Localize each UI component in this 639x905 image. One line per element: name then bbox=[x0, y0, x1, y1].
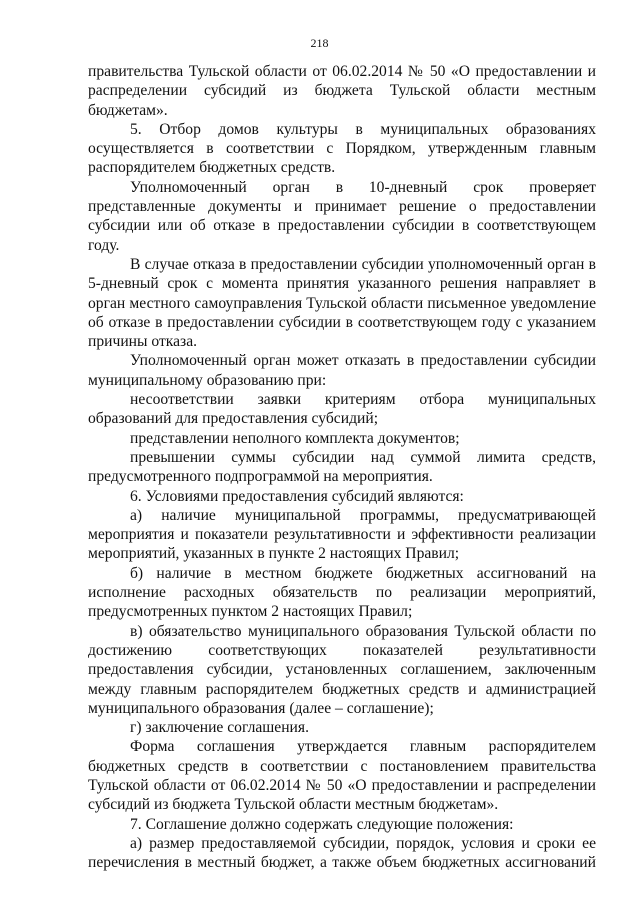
paragraph-13: г) заключение соглашения. bbox=[130, 719, 309, 737]
paragraph-15: 7. Соглашение должно содержать следующие положения: bbox=[130, 815, 514, 833]
paragraph-6: несоответствии заявки критериям отбора муниципальных образований для предоставления субсидий; bbox=[88, 391, 596, 428]
document-body bbox=[88, 62, 596, 872]
paragraph-16: а) размер предоставляемой субсидии, порядок, условия и сроки ее перечисления в местный бюджет, а также объем бюджетных ассигнований bbox=[88, 834, 596, 872]
paragraph-5: Уполномоченный орган может отказать в предоставлении субсидии муниципальному образованию при: bbox=[88, 352, 596, 389]
paragraph-12: в) обязательство муниципального образования Тульской области по достижению соответствующих показателей результативности предоставления субсидии, установленных соглашением, заключенным между главным распорядителем бюджетных средств и администрацией муниципального образования (далее – соглашение); bbox=[88, 622, 596, 717]
paragraph-3: Уполномоченный орган в 10-дневный срок проверяет представленные документы и принимает решение о предоставлении субсидии или об отказе в предоставлении субсидии в соответствующем году. bbox=[88, 178, 596, 254]
paragraph-1: правительства Тульской области от 06.02.2014 № 50 «О предоставлении и распределении субсидий из бюджета Тульской области местным бюджетам». bbox=[88, 63, 596, 119]
paragraph-4: В случае отказа в предоставлении субсидии уполномоченный орган в 5-дневный срок с момента принятия указанного решения направляет в орган местного самоуправления Тульской области письменное уведомление об отказе в предоставлении субсидии в соответствующем году с указанием причины отказа. bbox=[88, 255, 596, 351]
paragraph-8: превышении суммы субсидии над суммой лимита средств, предусмотренного подпрограммой на мероприятия. bbox=[88, 448, 596, 486]
paragraph-11: б) наличие в местном бюджете бюджетных ассигнований на исполнение расходных обязательств по реализации мероприятий, предусмотренных пунктом 2 настоящих Правил; bbox=[88, 564, 596, 621]
paragraph-14: Форма соглашения утверждается главным распорядителем бюджетных средств в соответствии с постановлением правительства Тульской области от 06.02.2014 № 50 «О предоставлении и распределении субсидий из бюджета Тульской области местным бюджетам». bbox=[88, 738, 596, 814]
paragraph-9: 6. Условиями предоставления субсидий являются: bbox=[130, 487, 464, 505]
paragraph-2: 5. Отбор домов культуры в муниципальных образованиях осуществляется в соответствии с Порядком, утвержденным главным распорядителем бюджетных средств. bbox=[88, 120, 596, 177]
page-number: 218 bbox=[310, 36, 329, 50]
paragraph-10: а) наличие муниципальной программы, предусматривающей мероприятия и показатели результативности и эффективности реализации мероприятий, указанных в пункте 2 настоящих Правил; bbox=[88, 506, 596, 563]
paragraph-7: представлении неполного комплекта документов; bbox=[130, 429, 460, 447]
